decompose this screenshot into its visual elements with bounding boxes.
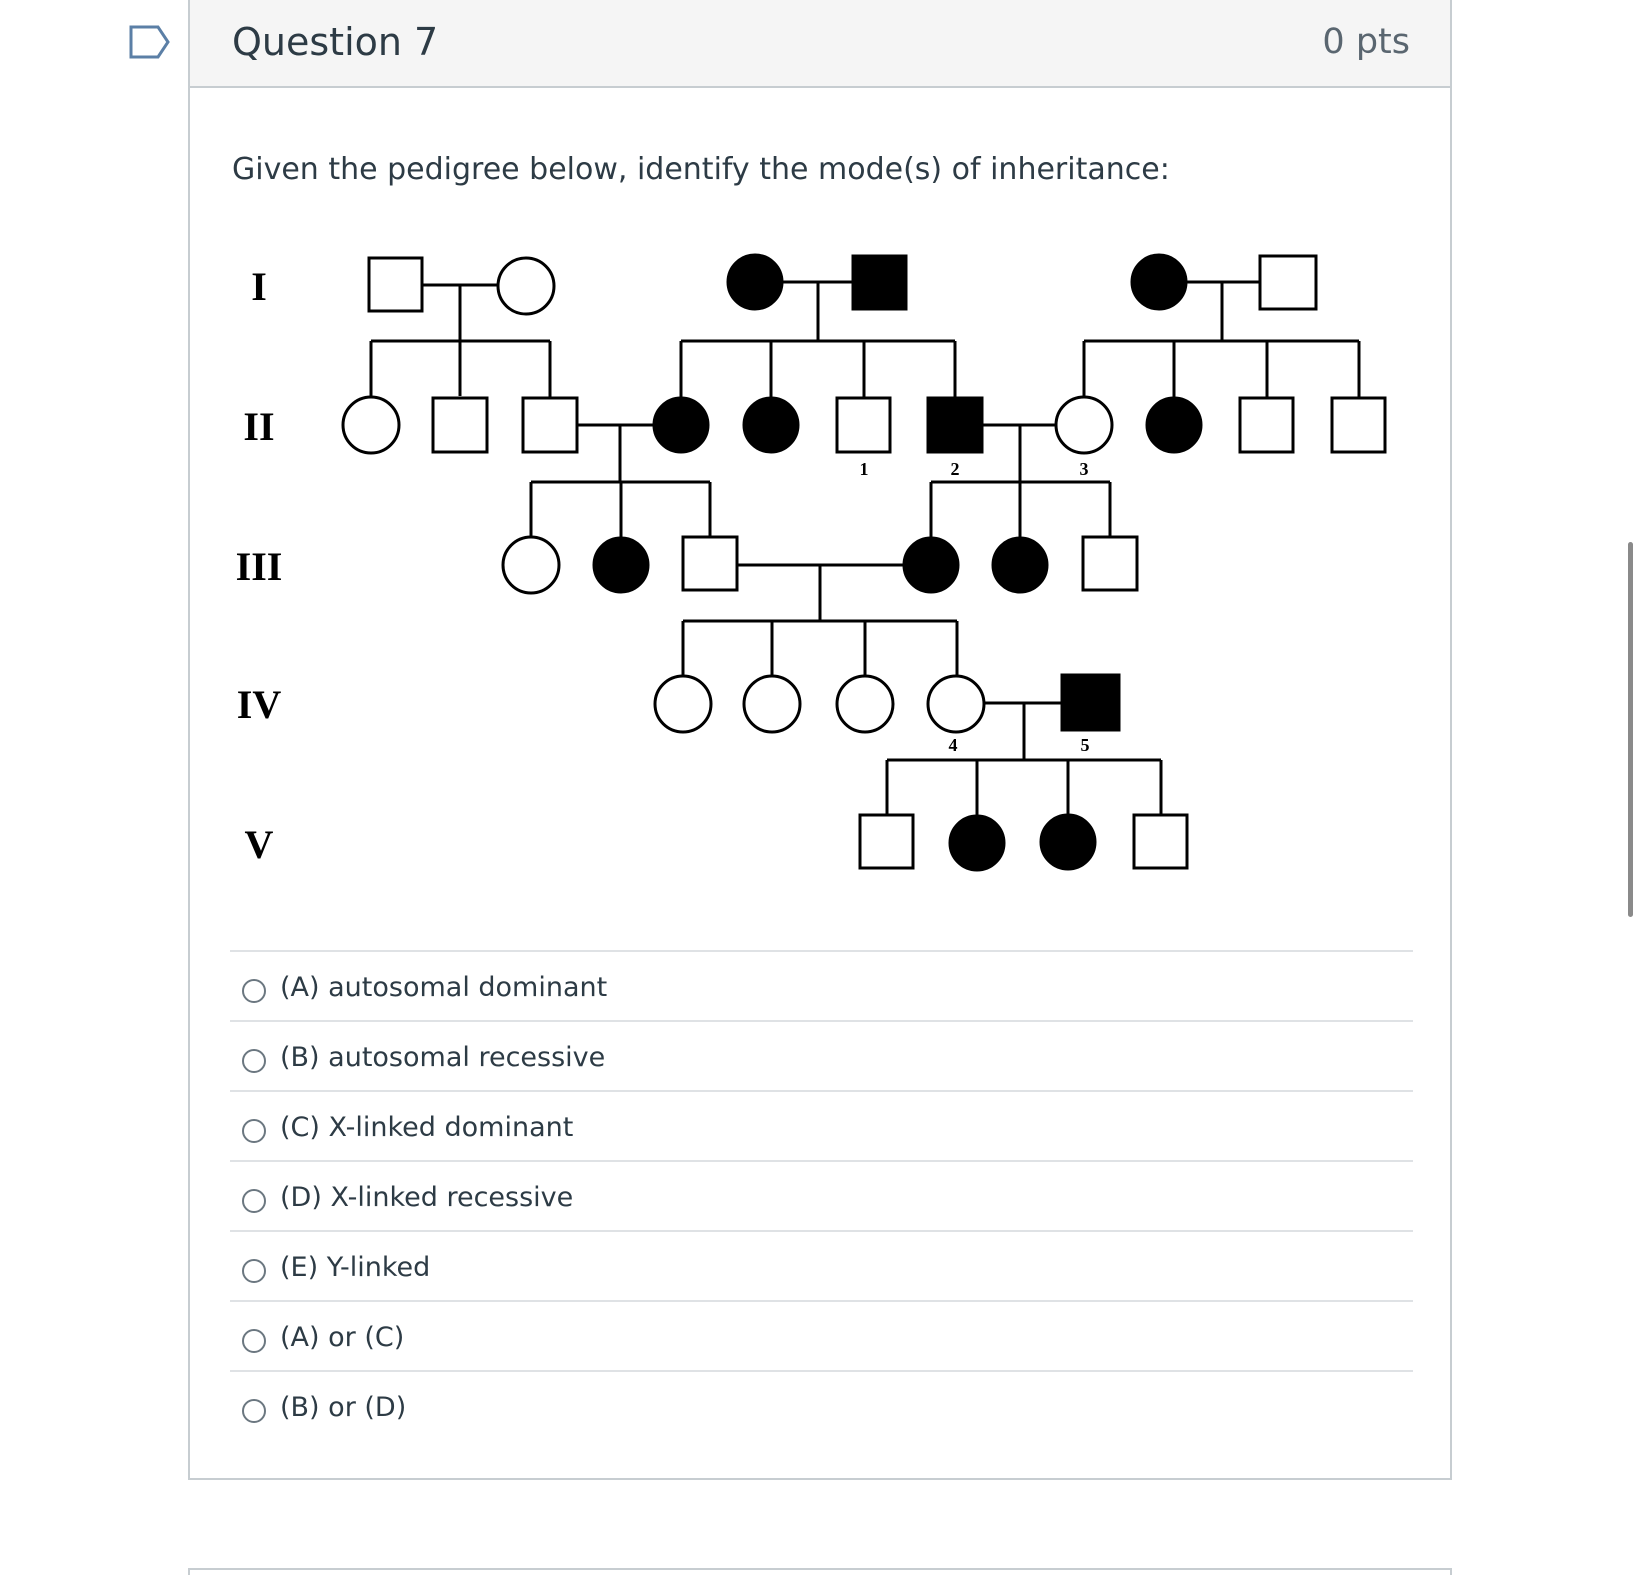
- generation-label-iii: III: [235, 544, 283, 589]
- answer-option-c[interactable]: [230, 1090, 1413, 1160]
- answer-label: (C) X-linked dominant: [280, 1112, 574, 1143]
- answer-label: (B) or (D): [280, 1392, 407, 1423]
- radio-icon[interactable]: [242, 979, 266, 1003]
- individual-ii-10: [1240, 398, 1293, 452]
- individual-ii-8: [1056, 397, 1112, 453]
- individual-ii-4: [654, 398, 708, 452]
- individual-ii-3: [523, 398, 577, 452]
- individual-label-2: 2: [950, 459, 960, 479]
- individual-label-4: 4: [948, 735, 958, 755]
- individual-ii-11: [1332, 398, 1385, 452]
- page-scrollbar[interactable]: [1628, 542, 1633, 917]
- individual-iii-5: [993, 538, 1047, 592]
- generation-label-iv: IV: [236, 682, 282, 727]
- individual-i-3: [728, 255, 782, 309]
- radio-icon[interactable]: [242, 1399, 266, 1423]
- individual-iii-4: [904, 538, 958, 592]
- individual-ii-9: [1147, 398, 1201, 452]
- question-prompt: Given the pedigree below, identify the mode(s) of inheritance:: [232, 152, 1170, 187]
- answer-label: (D) X-linked recessive: [280, 1182, 574, 1213]
- individual-iv-3: [837, 676, 893, 732]
- individual-i-6: [1260, 256, 1316, 309]
- individual-iii-2: [594, 538, 648, 592]
- generation-label-ii: II: [243, 404, 275, 449]
- radio-icon[interactable]: [242, 1049, 266, 1073]
- answer-option-b-or-d[interactable]: [230, 1370, 1413, 1440]
- generation-label-i: I: [251, 264, 267, 309]
- individual-i-4: [853, 256, 906, 309]
- individual-i-5: [1132, 255, 1186, 309]
- answer-label: (A) or (C): [280, 1322, 405, 1353]
- individual-ii-6: [837, 398, 890, 452]
- individual-v-1: [860, 815, 913, 868]
- individual-iii-1: [503, 537, 559, 593]
- answer-label: (B) autosomal recessive: [280, 1042, 606, 1073]
- individual-ii-1: [343, 397, 399, 453]
- answer-option-a-or-c[interactable]: [230, 1300, 1413, 1370]
- individual-v-4: [1134, 815, 1187, 868]
- answer-option-e[interactable]: [230, 1230, 1413, 1300]
- generation-label-v: V: [244, 822, 274, 867]
- next-question-card: [188, 1568, 1452, 1575]
- radio-icon[interactable]: [242, 1329, 266, 1353]
- answer-option-d[interactable]: [230, 1160, 1413, 1230]
- answer-option-a[interactable]: [230, 950, 1413, 1020]
- individual-label-5: 5: [1080, 735, 1090, 755]
- individual-ii-7: [928, 398, 982, 452]
- individual-iv-5: [1062, 675, 1119, 730]
- radio-icon[interactable]: [242, 1189, 266, 1213]
- answer-label: (E) Y-linked: [280, 1252, 431, 1283]
- individual-iv-2: [744, 676, 800, 732]
- answer-label: (A) autosomal dominant: [280, 972, 608, 1003]
- individual-iii-6: [1083, 537, 1137, 590]
- individual-i-1: [369, 258, 422, 311]
- radio-icon[interactable]: [242, 1259, 266, 1283]
- individual-i-2: [498, 258, 554, 314]
- answer-option-b[interactable]: [230, 1020, 1413, 1090]
- individual-iv-1: [655, 676, 711, 732]
- individual-v-3: [1041, 815, 1095, 869]
- individual-label-3: 3: [1079, 459, 1089, 479]
- individual-label-1: 1: [859, 459, 869, 479]
- individual-ii-5: [744, 398, 798, 452]
- question-title: Question 7: [232, 20, 439, 64]
- individual-v-2: [950, 816, 1004, 870]
- radio-icon[interactable]: [242, 1119, 266, 1143]
- individual-iii-3: [683, 537, 737, 590]
- individual-iv-4: [928, 676, 984, 732]
- answer-list: [230, 950, 1413, 1440]
- individual-ii-2: [433, 398, 487, 452]
- question-points: 0 pts: [1322, 22, 1410, 62]
